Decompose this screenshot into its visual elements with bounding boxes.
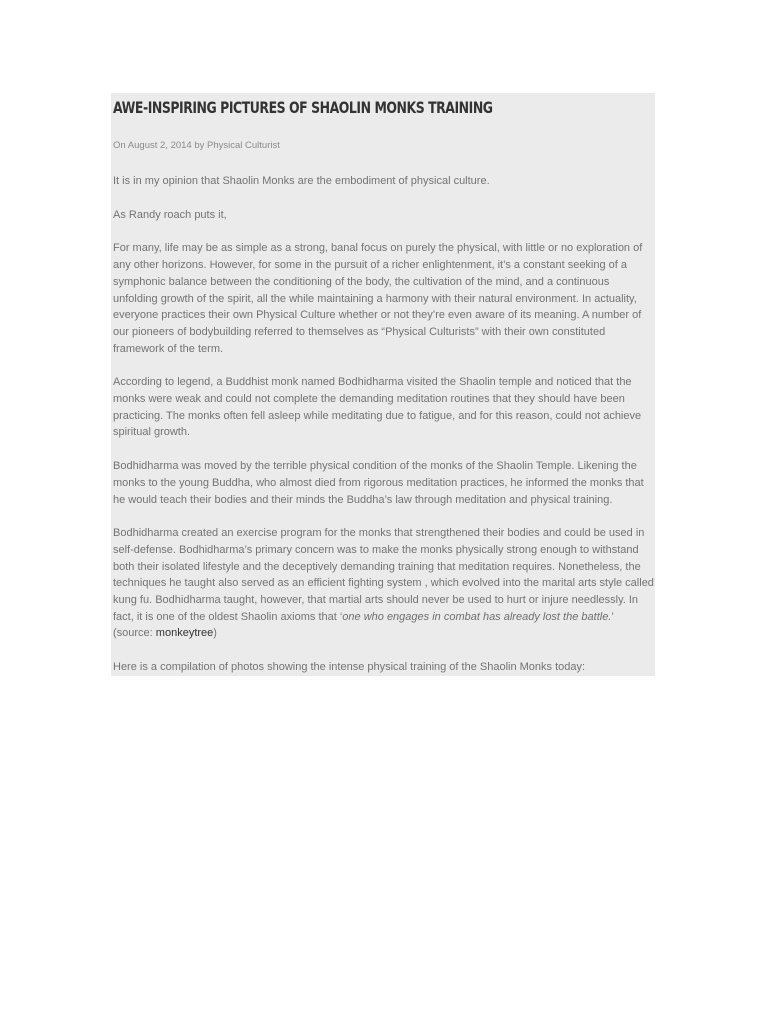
shaolin-axiom-quote: one who engages in combat has already lost the battle.: [342, 610, 612, 623]
source-suffix: ): [213, 627, 217, 640]
paragraph-5: Bodhidharma was moved by the terrible physical condition of the monks of the Shaolin Temple. Likening the monks to the young Buddha, who almost died from rigorous meditation practices, he informed the monks that he would teach their bodies and their minds the Buddha’s law through meditation and physical training.: [113, 460, 644, 506]
paragraph-4: According to legend, a Buddhist monk named Bodhidharma visited the Shaolin temple and noticed that the monks were weak and could not complete the demanding meditation routines that they should have been practicing. The monks often fell asleep while meditating due to fatigue, and for this reason, could not achieve spiritual growth.: [113, 376, 642, 439]
paragraph-3: For many, life may be as simple as a strong, banal focus on purely the physical, with little or no exploration of any other horizons. However, for some in the pursuit of a richer enlightenment, it’s a constant seeking of a symphonic balance between the conditioning of the body, the cultivation of the mind, and a continuous unfolding growth of the spirit, all the while maintaining a harmony with their natural environment. In actuality, everyone practices their own Physical Culture whether or not they’re even aware of its meaning. A number of our pioneers of bodybuilding referred to themselves as “Physical Culturists” with their own constituted framework of the term.: [113, 242, 643, 355]
paragraph-1: It is in my opinion that Shaolin Monks are the embodiment of physical culture.: [113, 175, 490, 187]
article-title: AWE-INSPIRING PICTURES OF SHAOLIN MONKS TRAINING: [113, 98, 493, 117]
post-meta: On August 2, 2014 by Physical Culturist: [113, 140, 280, 151]
source-link-monkeytree[interactable]: monkeytree: [155, 627, 214, 640]
article-body: [113, 173, 655, 693]
paragraph-2: As Randy roach puts it,: [113, 208, 227, 221]
source-prefix: ’ (source:: [113, 610, 614, 640]
article-block: [111, 93, 655, 676]
paragraph-6-text: Bodhidharma created an exercise program for the monks that strengthened their bodies and could be used in self-defense. Bodhidharma’s primary concern was to make the monks physically strong enough to withstand both their isolated lifestyle and the deceptively demanding training that meditation requires. Nonetheless, the techniques he taught also served as an efficient fighting system , which evolved into the marital arts style called kung fu. Bodhidharma taught, however, that martial arts should never be used to hurt or injure needlessly. In fact, it is one of the oldest Shaolin axioms that ‘: [113, 527, 654, 623]
paragraph-6: [113, 525, 655, 642]
paragraph-closing: Here is a compilation of photos showing the intense physical training of the Shaolin Monks today:: [113, 661, 586, 674]
